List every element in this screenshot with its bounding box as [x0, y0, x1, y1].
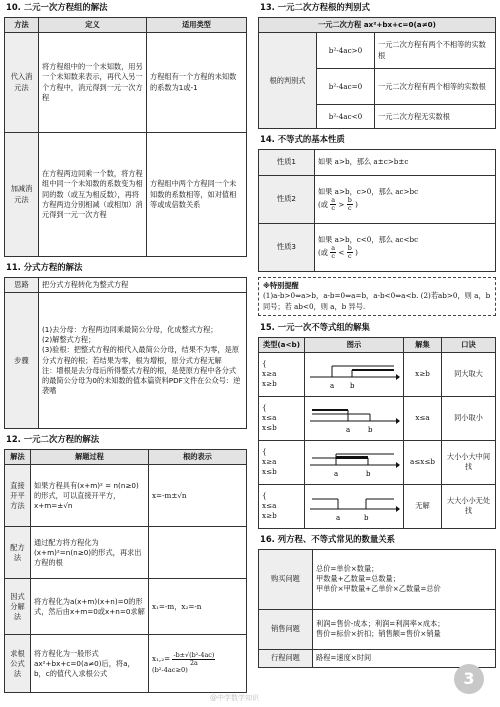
case-3-top: x≥a [262, 457, 277, 467]
p2-frac-b-den: c [347, 204, 352, 213]
case-4-top: x≤a [262, 501, 277, 511]
svg-text:a: a [334, 470, 339, 479]
sales-line-1: 利润=售价-成本；利润=利润率×成本； [316, 619, 445, 629]
sales-text [313, 609, 496, 649]
root-completing-square [149, 527, 247, 579]
header-solution: 解集 [404, 337, 442, 352]
purchase-line-2: 甲数量+乙数量=总数量； [316, 574, 400, 584]
type-case-4: { x≤a x≥b [259, 484, 305, 528]
fraction-equation-table [4, 277, 247, 429]
header-definition: 定义 [39, 17, 147, 32]
special-reminder-box [258, 277, 496, 316]
definition-substitution: 将方程组中的一个未知数，用另一个未知数来表示，再代入另一个方程中，消元得到一元一次方程 [39, 33, 147, 133]
type-case-2: { x≤a x≤b [259, 396, 305, 440]
header-diagram: 图示 [305, 337, 404, 352]
root-factoring: x₁=-m，x₂=-n [149, 579, 247, 635]
p3-frac-a [330, 245, 336, 259]
right-column [258, 0, 496, 668]
solution-case-4: 无解 [404, 484, 442, 528]
cond-zero: b²-4ac=0 [317, 69, 375, 105]
case-1-top: x≥a [262, 369, 277, 379]
property-2-line2 [318, 196, 358, 213]
step-note: 注：增根是去分母后所得整式方程的根，是使原方程中各分式的最简公分母为0的未知数的值本篇资料PDF文件在公众号：逆袭嗜 [42, 365, 241, 396]
step-1: (1)去分母：方程两边同乘最简公分母，化成整式方程； [42, 325, 218, 335]
inequality-system-table [258, 337, 496, 529]
header-method: 方法 [5, 17, 39, 32]
method-square-root: 直接开平方法 [5, 465, 31, 527]
p2-frac-b [347, 197, 353, 211]
linear-system-methods-table [4, 17, 247, 257]
reminder-text: (1)a-b>0⇔a>b，a-b=0⇔a=b，a-b<0⇔a<b. (2)若ab>0，则 a，b 同号；若 ab<0，则 a，b 异号. [263, 291, 491, 311]
text-approach: 把分式方程转化为整式方程 [39, 278, 247, 293]
p3-open: (或 [318, 247, 328, 257]
case-2-bottom: x≤b [262, 423, 277, 433]
p3-frac-b [347, 245, 353, 259]
section-16-title: 16. 列方程、不等式常见的数量关系 [260, 533, 396, 544]
property-3-line2 [318, 244, 358, 261]
p3-frac-a-den: c [331, 252, 335, 261]
quantity-relations-table [258, 549, 496, 668]
process-factoring: 将方程化为a(x+m)(x+n)=0的形式，然后由x+m=0或x+n=0求解 [31, 579, 149, 635]
p2-frac-a [330, 197, 336, 211]
header-type: 类型(a<b) [259, 337, 305, 352]
formula-lhs: x₁,₂= [152, 654, 171, 664]
step-3: (3)验根：把整式方程的根代入最简公分母，结果不为零，是原分式方程的根；若结果为零，根为增根，原分式方程无解 [42, 345, 240, 365]
method-substitution: 代入消元法 [5, 33, 39, 133]
p2-frac-a-den: c [331, 204, 335, 213]
travel-text: 路程=速度×时间 [313, 649, 496, 667]
p2-relation: > [338, 199, 345, 209]
number-line-case-1 [308, 357, 400, 391]
p2-frac-b-num: b [347, 196, 352, 205]
process-square-root: 如果方程具有(x+m)² = n(n≥0)的形式，可以直接开平方，x+m=±√n [31, 465, 149, 527]
method-completing-square: 配方法 [5, 527, 31, 579]
property-2-label: 性质2 [259, 176, 315, 224]
method-elimination: 加减消元法 [5, 133, 39, 257]
property-2-line1: 如果 a>b，c>0，那么 ac>bc [318, 187, 419, 197]
header-solution-method: 解法 [5, 450, 31, 465]
section-14-title: 14. 不等式的基本性质 [260, 134, 345, 145]
property-2-text [315, 176, 496, 224]
method-factoring: 因式分解法 [5, 579, 31, 635]
label-approach: 思路 [5, 278, 39, 293]
cond-negative: b²-4ac<0 [317, 105, 375, 129]
svg-text:b: b [368, 426, 373, 435]
type-case-3: { x≥a x≤b [259, 440, 305, 484]
watermark: @中学数学知识 [210, 694, 259, 702]
rhyme-case-1: 同大取大 [442, 352, 496, 396]
p3-frac-b-den: c [347, 252, 352, 261]
formula-numerator: -b±√(b²-4ac) [173, 651, 215, 660]
header-applicable-type: 适用类型 [147, 17, 247, 32]
step-2: (2)解整式方程； [42, 335, 96, 345]
diagram-case-4 [305, 484, 404, 528]
left-column [4, 0, 247, 693]
p2-frac-a-num: a [331, 196, 336, 205]
purchase-line-3: 甲单价×甲数量+乙单价×乙数量=总价 [316, 584, 441, 594]
type-elimination: 方程组中两个方程同一个未知数的系数相等，如对值相等或成倍数关系 [147, 133, 247, 257]
diagram-case-2 [305, 396, 404, 440]
property-3-line1: 如果 a>b，c<0，那么 ac<bc [318, 235, 419, 245]
p3-frac-a-num: a [331, 244, 336, 253]
section-15-title: 15. 一元一次不等式组的解集 [260, 321, 370, 332]
header-process: 解题过程 [31, 450, 149, 465]
section-13-title: 13. 一元二次方程根的判别式 [260, 2, 370, 12]
type-case-1: { x≥a x≥b [259, 352, 305, 396]
case-2-top: x≤a [262, 413, 277, 423]
quadratic-methods-table [4, 449, 247, 693]
case-4-bottom: x≥b [262, 511, 277, 521]
formula-fraction [172, 652, 215, 666]
svg-text:a: a [336, 514, 341, 523]
label-steps: 步骤 [5, 293, 39, 429]
purchase-label: 购买问题 [259, 549, 313, 609]
result-positive: 一元二次方程有两个不相等的实数根 [375, 33, 496, 69]
diagram-case-1 [305, 352, 404, 396]
p3-close: ) [355, 247, 358, 257]
section-11-title: 11. 分式方程的解法 [6, 262, 83, 273]
steps-cell [39, 293, 247, 429]
result-zero: 一元二次方程有两个相等的实数根 [375, 69, 496, 105]
formula-condition: (b²-4ac≥0) [152, 666, 188, 675]
solution-case-3: a≤x≤b [404, 440, 442, 484]
discriminant-header: 一元二次方程 ax²+bx+c=0(a≠0) [259, 17, 496, 32]
purchase-text [313, 549, 496, 609]
svg-text:b: b [350, 382, 355, 391]
process-completing-square: 通过配方将方程化为(x+m)²=n(n≥0)的形式，再求出方程的根 [31, 527, 149, 579]
rhyme-case-4: 大大小小无处找 [442, 484, 496, 528]
number-line-case-2 [308, 401, 400, 435]
p3-relation: < [338, 247, 345, 257]
p3-frac-b-num: b [347, 244, 352, 253]
property-3-text [315, 224, 496, 272]
sales-label: 销售问题 [259, 609, 313, 649]
number-line-case-4 [308, 489, 400, 523]
property-1-label: 性质1 [259, 150, 315, 176]
cond-positive: b²-4ac>0 [317, 33, 375, 69]
section-12-title: 12. 一元二次方程的解法 [6, 434, 100, 445]
sales-line-2: 售价=标价×折扣；销售额=售价×销量 [316, 629, 441, 639]
diagram-case-3 [305, 440, 404, 484]
property-3-label: 性质3 [259, 224, 315, 272]
svg-text:a: a [330, 382, 335, 391]
number-line-case-3 [308, 445, 400, 479]
header-root-form: 根的表示 [149, 450, 247, 465]
root-quadratic-formula [149, 635, 247, 693]
method-quadratic-formula: 求根公式法 [5, 635, 31, 693]
discriminant-table [258, 17, 496, 129]
process-quadratic-formula: 将方程化为一般形式ax²+bx+c=0(a≠0)后，将a，b，c的值代入求根公式 [31, 635, 149, 693]
rhyme-case-2: 同小取小 [442, 396, 496, 440]
p2-open: (或 [318, 199, 328, 209]
definition-elimination: 在方程两边同乘一个数，将方程组中同一个未知数的系数变为相同的数（或互为相反数），再将方程两边分别相减（或相加）消元得到一元一次方程 [39, 133, 147, 257]
svg-text:b: b [364, 514, 369, 523]
discriminant-label: 根的判别式 [259, 33, 317, 129]
purchase-line-1: 总价=单价×数量； [316, 563, 379, 573]
solution-case-2: x≤a [404, 396, 442, 440]
travel-label: 行程问题 [259, 649, 313, 667]
svg-text:b: b [366, 470, 371, 479]
p2-close: ) [355, 199, 358, 209]
formula-denominator: 2a [189, 658, 198, 667]
case-3-bottom: x≤b [262, 467, 277, 477]
root-square-root: x=-m±√n [149, 465, 247, 527]
rhyme-case-3: 大小小大中间找 [442, 440, 496, 484]
header-rhyme: 口诀 [442, 337, 496, 352]
result-negative: 一元二次方程无实数根 [375, 105, 496, 129]
solution-case-1: x≥b [404, 352, 442, 396]
property-1-text: 如果 a>b，那么 a±c>b±c [315, 150, 496, 176]
type-substitution: 方程组有一个方程的未知数的系数为1或-1 [147, 33, 247, 133]
reminder-title: ※特别提醒 [263, 281, 299, 291]
section-10-title: 10. 二元一次方程组的解法 [6, 2, 108, 12]
svg-text:a: a [346, 426, 351, 435]
page-number-badge: 3 [454, 664, 484, 694]
inequality-properties-table [258, 149, 496, 272]
case-1-bottom: x≥b [262, 379, 277, 389]
